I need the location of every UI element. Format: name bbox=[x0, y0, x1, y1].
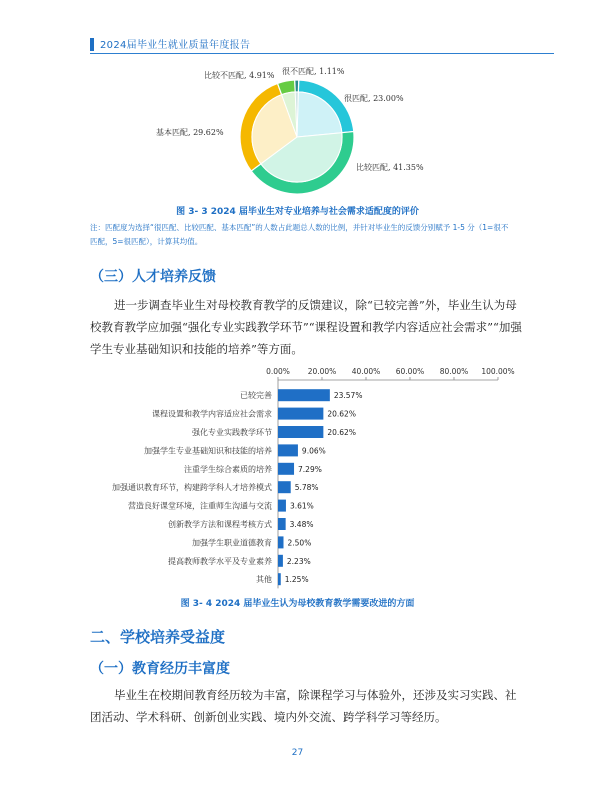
header-accent-bar bbox=[90, 38, 94, 51]
header-rule bbox=[90, 53, 554, 54]
pie-slice-label: 比较不匹配, 4.91% bbox=[204, 71, 275, 80]
paragraph-feedback: 进一步调查毕业生对母校教育教学的反馈建议，除“已较完善”外，毕业生认为母校教育教学应加强“强化专业实践教学环节”“课程设置和教学内容适应社会需求”“加强学生专业基础知识和技能的培养”等方面。 bbox=[90, 298, 522, 356]
figure-caption-3-3: 图 3- 3 2024 届毕业生对专业培养与社会需求适配度的评价 bbox=[176, 207, 419, 217]
bar bbox=[278, 389, 330, 401]
bar bbox=[278, 481, 291, 493]
category-label: 课程设置和教学内容适应社会需求 bbox=[152, 409, 272, 419]
bar-value-label: 23.57% bbox=[333, 391, 363, 401]
category-label: 加强学生职业道德教育 bbox=[192, 538, 272, 548]
bar-value-label: 7.29% bbox=[298, 464, 322, 474]
bar-value-label: 1.25% bbox=[284, 575, 309, 585]
bar-value-label: 5.78% bbox=[294, 483, 319, 493]
category-label: 加强通识教育环节，构建跨学科人才培养模式 bbox=[112, 483, 272, 493]
pie-slice-label: 基本匹配, 29.62% bbox=[156, 128, 224, 137]
x-tick-label: 100.00% bbox=[481, 367, 515, 376]
bar bbox=[278, 444, 298, 456]
category-label: 其他 bbox=[256, 575, 272, 585]
figure-caption-3-4: 图 3- 4 2024 届毕业生认为母校教育教学需要改进的方面 bbox=[180, 599, 415, 609]
bar bbox=[278, 408, 323, 420]
section-heading-school-benefit: 二、学校培养受益度 bbox=[90, 628, 226, 646]
bar-value-label: 9.06% bbox=[301, 446, 326, 456]
x-tick-label: 20.00% bbox=[307, 367, 337, 376]
category-label: 注重学生综合素质的培养 bbox=[184, 464, 272, 474]
bar bbox=[278, 463, 294, 475]
x-tick-label: 60.00% bbox=[395, 367, 425, 376]
header-title: 2024届毕业生就业质量年度报告 bbox=[100, 40, 251, 51]
category-label: 加强学生专业基础知识和技能的培养 bbox=[144, 446, 272, 456]
category-label: 提高教师教学水平及专业素养 bbox=[168, 556, 272, 566]
section-heading-talent-feedback: （三）人才培养反馈 bbox=[90, 269, 216, 285]
bar-value-label: 20.62% bbox=[327, 409, 356, 419]
bar bbox=[278, 555, 283, 567]
bar-chart bbox=[0, 362, 595, 592]
x-tick-label: 80.00% bbox=[439, 367, 469, 376]
category-label: 创新教学方法和课程考核方式 bbox=[168, 520, 272, 529]
bar-value-label: 3.48% bbox=[289, 520, 314, 529]
page-number: 27 bbox=[291, 748, 304, 758]
bar-value-label: 2.23% bbox=[286, 556, 311, 566]
category-label: 营造良好课堂环境，注重师生沟通与交流 bbox=[128, 501, 272, 511]
x-tick-label: 0.00% bbox=[266, 367, 290, 376]
pie-slice-label: 很匹配, 23.00% bbox=[344, 94, 404, 103]
pie-slice-label: 很不匹配, 1.11% bbox=[282, 67, 345, 76]
bar bbox=[278, 536, 284, 548]
bar-value-label: 20.62% bbox=[327, 428, 356, 437]
pie-chart-svg bbox=[0, 62, 595, 202]
section-heading-education-richness: （一）教育经历丰富度 bbox=[90, 661, 230, 677]
pie-slice-outer bbox=[295, 80, 299, 92]
paragraph-education-experience: 毕业生在校期间教育经历较为丰富，除课程学习与体验外，还涉及实习实践、社团活动、学术科研、创新创业实践、境内外交流、跨学科学习等经历。 bbox=[90, 688, 517, 724]
pie-chart bbox=[0, 62, 595, 202]
figure-note: 注：匹配度为选择“很匹配、比较匹配、基本匹配”的人数占此题总人数的比例，并针对毕业生的反馈分别赋予 1-5 分（1=很不匹配，5=很匹配），计算其均值。 bbox=[90, 223, 509, 246]
bar bbox=[278, 426, 323, 438]
page-header bbox=[90, 36, 554, 52]
bar-chart-svg bbox=[0, 362, 595, 592]
category-label: 已较完善 bbox=[240, 391, 272, 401]
bar-value-label: 3.61% bbox=[289, 501, 314, 511]
bar-value-label: 2.50% bbox=[287, 538, 312, 548]
pie-slice-label: 比较匹配, 41.35% bbox=[356, 163, 424, 172]
bar bbox=[278, 518, 286, 530]
bar bbox=[278, 500, 286, 512]
bar bbox=[278, 573, 281, 585]
x-tick-label: 40.00% bbox=[351, 367, 381, 376]
category-label: 强化专业实践教学环节 bbox=[192, 428, 272, 437]
